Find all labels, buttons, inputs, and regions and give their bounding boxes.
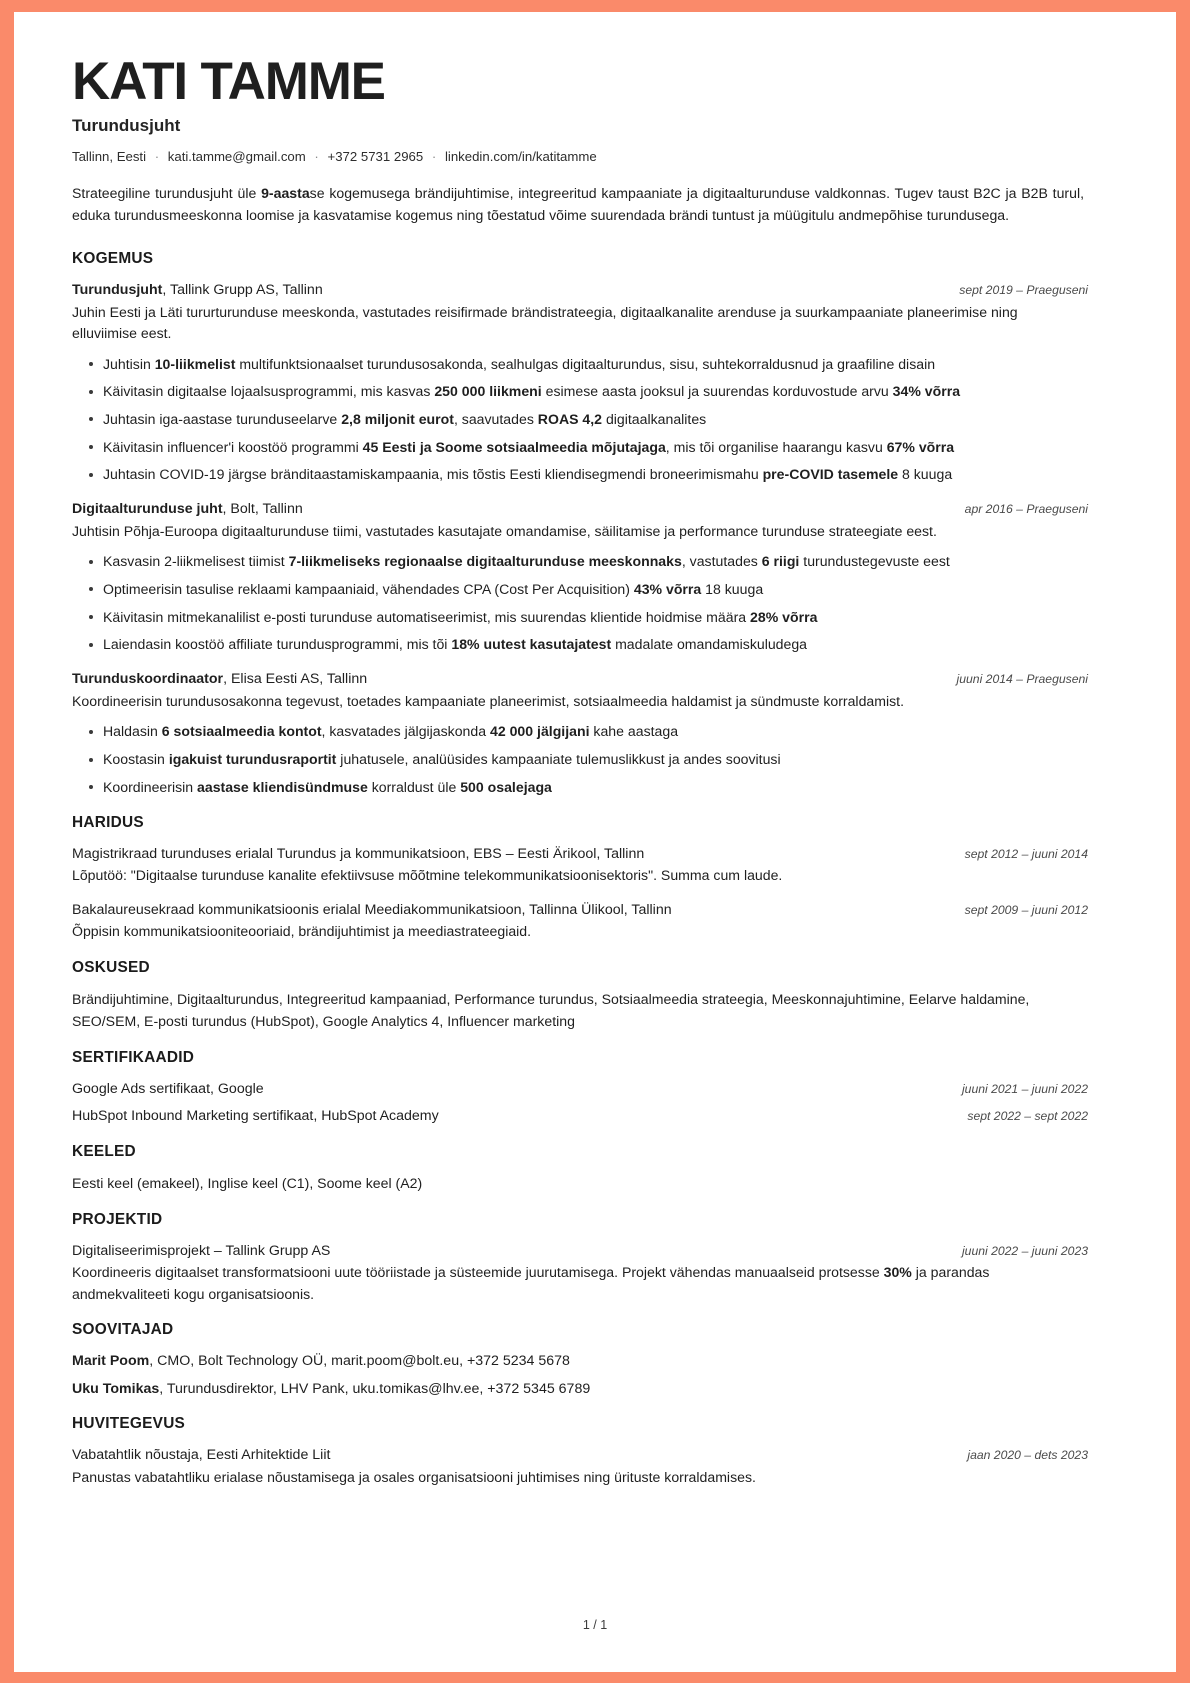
highlight-text: 67% võrra [886,438,955,455]
education-description: Lõputöö: "Digitaalse turunduse kanalite efektiivsuse mõõtmine telekommunikatsioonisektoris". Summa cum laude. [72,867,783,884]
highlight-text: 7-liikmeliseks regionaalse digitaalturunduse meeskonnaks [288,553,682,570]
experience-bullet-list [72,721,1088,797]
list-item [72,354,1088,375]
section-interests [72,1415,1088,1488]
highlight-text: 30% [883,1264,912,1281]
section-title-interests: HUVITEGEVUS [72,1415,186,1433]
list-item [72,579,1088,600]
job-headline: Turundusjuht [72,116,181,136]
interest-description: Panustas vabatahtliku erialase nõustamisega ja osales organisatsiooni juhtimises ning ürituste korraldamises. [72,1468,756,1485]
body-text: Koordineerisin [103,778,198,795]
certificate-entry [72,1079,1088,1100]
section-certificates [72,1049,1088,1127]
highlight-text: 500 osalejaga [460,778,552,795]
body-text: juhatusele, analüüsides kampaaniate tulemuslikkust ja andes soovitusi [336,751,781,768]
section-title-projects: PROJEKTID [72,1210,163,1228]
body-text: multifunktsionaalset turundusosakonda, sealhulgas digitaalturundus, sisu, suhtekorraldusnud ja graafiline disain [235,355,936,372]
reference-name: Uku Tomikas [72,1380,160,1397]
highlight-text: ROAS 4,2 [537,410,603,427]
page-title: KATI TAMME [72,52,385,111]
highlight-text: 34% võrra [892,383,961,400]
contact-line [72,149,1088,164]
references-list [72,1351,1088,1399]
certificate-title: Google Ads sertifikaat, Google [72,1080,264,1097]
body-text: ja parandas andmekvaliteeti kogu organisatsioonis. [72,1264,990,1302]
certificate-title: HubSpot Inbound Marketing sertifikaat, HubSpot Academy [72,1108,439,1125]
body-text: digitaalkanalites [602,410,707,427]
highlight-text: 9-aasta [261,185,310,202]
list-item [72,749,1088,770]
section-title-references: SOOVITAJAD [72,1320,174,1338]
education-description: Õppisin kommunikatsiooniteooriaid, brändijuhtimist ja meediastrateegiaid. [72,923,532,940]
body-text: Haldasin [103,723,162,740]
list-item [72,464,1088,485]
reference-details: , Turundusdirektor, LHV Pank, uku.tomikas@lhv.ee, +372 5345 6789 [159,1380,591,1397]
interest-head [72,1445,1088,1466]
reference-entry [72,1379,1088,1400]
project-entry [72,1241,1088,1305]
contact-separator-icon: · [431,149,437,165]
interest-entry [72,1445,1088,1488]
experience-head [72,499,1088,520]
highlight-text: 6 sotsiaalmeedia kontot [161,723,322,740]
body-text: Kasvasin 2-liikmelisest tiimist [103,553,289,570]
certificate-date: sept 2022 – sept 2022 [967,1109,1088,1124]
list-item [72,634,1088,655]
highlight-text: 42 000 jälgijani [490,723,590,740]
languages-text: Eesti keel (emakeel), Inglise keel (C1), Soome keel (A2) [72,1174,423,1191]
reference-line [72,1379,1088,1400]
experience-org: , Tallink Grupp AS, Tallinn [162,282,323,299]
interests-list [72,1445,1088,1488]
section-skills [72,959,1088,1033]
section-title-education: HARIDUS [72,813,144,831]
body-text: Käivitasin influencer'i koostöö programmi [103,438,363,455]
body-text: Juhtisin [103,355,155,372]
certificates-list [72,1079,1088,1127]
project-date: juuni 2022 – juuni 2023 [961,1243,1088,1258]
education-date: sept 2012 – juuni 2014 [964,846,1088,861]
body-text: madalate omandamiskuludega [611,636,808,653]
highlight-text: aastase kliendisündmuse [197,778,368,795]
contact-location: Tallinn, Eesti [72,149,147,165]
professional-summary [72,183,1084,227]
body-text: 8 kuuga [898,466,953,483]
body-text: se kogemusega brändijuhtimise, integreeritud kampaaniate ja digitaalturunduse valdkonnas. Tugev taust B2C ja B2B turul, eduka turundusmeeskonna loomise ja kasvatamise kogemus ning tõestatud võime suurendada brändi tuntust ja müügitulu andmepõhise turundusega. [72,185,1084,224]
body-text: esimese aasta jooksul ja suurendas korduvostude arvu [541,383,893,400]
experience-title [72,280,323,301]
body-text: 18 kuuga [701,580,764,597]
education-head [72,844,1088,865]
experience-date: apr 2016 – Praeguseni [964,502,1088,517]
highlight-text: 43% võrra [633,580,702,597]
body-text: turundustegevuste eest [799,553,950,570]
list-item [72,721,1088,742]
contact-separator-icon: · [314,149,319,165]
experience-date: juuni 2014 – Praeguseni [956,672,1088,687]
experience-description: Juhin Eesti ja Läti tururturunduse meeskonda, vastutades reisifirmade brändistrateegia, digitaalkanalite arenduse ja suurkampaaniate planeerimise ning elluviimise eest. [72,303,1018,342]
experience-head [72,280,1088,301]
body-text: Käivitasin mitmekanalilist e-posti turunduse automatiseerimist, mis suurendas klientide hoidmise määra [103,608,751,625]
experience-entry [72,499,1088,655]
body-text: Juhtasin iga-aastase turunduseelarve [103,410,342,427]
list-item [72,607,1088,628]
list-item [72,551,1088,572]
certificate-entry [72,1106,1088,1127]
experience-role: Turunduskoordinaator [72,671,224,688]
body-text: Optimeerisin tasulise reklaami kampaaniaid, vähendades CPA (Cost Per Acquisition) [103,580,634,597]
body-text: Juhtasin COVID-19 järgse bränditaastamiskampaania, mis tõstis Eesti kliendisegmendi broneerimismahu [103,466,763,483]
education-title: Bakalaureusekraad kommunikatsioonis erialal Meediakommunikatsioon, Tallinna Ülikool, Tallinn [72,901,672,918]
body-text: korraldust üle [367,778,461,795]
page-footer [14,1618,1176,1632]
experience-bullet-list [72,551,1088,655]
experience-description: Koordineerisin turundusosakonna tegevust, toetades kampaaniate planeerimist, sotsiaalmeedia haldamist ja sündmuste korraldamist. [72,692,904,709]
education-date: sept 2009 – juuni 2012 [964,902,1088,917]
section-title-certificates: SERTIFIKAADID [72,1048,195,1066]
body-text: kahe aastaga [589,723,679,740]
highlight-text: pre-COVID tasemele [762,466,899,483]
list-item [72,381,1088,402]
highlight-text: 10-liikmelist [154,355,236,372]
section-projects [72,1211,1088,1305]
interest-date: jaan 2020 – dets 2023 [967,1448,1088,1463]
contact-separator-icon: · [154,149,160,165]
project-title: Digitaliseerimisprojekt – Tallink Grupp AS [72,1242,331,1259]
list-item [72,777,1088,798]
reference-line [72,1351,1088,1372]
body-text: , vastutades [681,553,762,570]
highlight-text: 6 riigi [761,553,800,570]
reference-name: Marit Poom [72,1352,150,1369]
contact-email[interactable]: kati.tamme@gmail.com [167,149,306,165]
projects-list [72,1241,1088,1305]
education-head [72,900,1088,921]
highlight-text: 250 000 liikmeni [434,383,542,400]
section-experience [72,250,1088,798]
list-item [72,409,1088,430]
experience-title [72,499,303,520]
education-title: Magistrikraad turunduses erialal Turundus ja kommunikatsioon, EBS – Eesti Ärikool, Tallinn [72,845,645,862]
reference-entry [72,1351,1088,1372]
section-references [72,1321,1088,1399]
experience-bullet-list [72,354,1088,486]
body-text: , mis tõi organilise haarangu kasvu [665,438,887,455]
section-education [72,814,1088,943]
experience-org: , Bolt, Tallinn [222,501,303,518]
reference-details: , CMO, Bolt Technology OÜ, marit.poom@bolt.eu, +372 5234 5678 [149,1352,570,1369]
interest-title: Vabatahtlik nõustaja, Eesti Arhitektide Liit [72,1447,331,1464]
experience-list [72,280,1088,798]
resume-page [14,12,1176,1672]
contact-phone[interactable]: +372 5731 2965 [327,149,424,165]
list-item [72,437,1088,458]
experience-org: , Elisa Eesti AS, Tallinn [223,671,368,688]
resume-header [72,54,1088,227]
body-text: Käivitasin digitaalse lojaalsusprogrammi, mis kasvas [103,383,435,400]
certificate-row [72,1106,1088,1127]
section-title-skills: OSKUSED [72,958,150,976]
education-entry [72,900,1088,943]
experience-role: Turundusjuht [72,282,163,299]
project-head [72,1241,1088,1262]
experience-description: Juhtisin Põhja-Euroopa digitaalturunduse tiimi, vastutades kasutajate omandamise, säilitamise ja performance turunduse strateegiate eest. [72,522,937,539]
highlight-text: 45 Eesti ja Soome sotsiaalmeedia mõjutajaga [362,438,666,455]
section-title-languages: KEELED [72,1142,136,1160]
experience-head [72,669,1088,690]
experience-title [72,669,367,690]
experience-entry [72,669,1088,797]
body-text: Laiendasin koostöö affiliate turundusprogrammi, mis tõi [103,636,452,653]
certificate-row [72,1079,1088,1100]
highlight-text: 2,8 miljonit eurot [341,410,454,427]
certificate-date: juuni 2021 – juuni 2022 [961,1081,1088,1096]
experience-date: sept 2019 – Praeguseni [959,283,1088,298]
education-list [72,844,1088,943]
project-description [72,1262,1084,1305]
highlight-text: 28% võrra [750,608,818,625]
contact-linkedin[interactable]: linkedin.com/in/katitamme [444,149,597,165]
body-text: Strateegiline turundusjuht üle [72,185,262,202]
experience-entry [72,280,1088,485]
body-text: Koostasin [103,751,169,768]
page-indicator: 1 / 1 [582,1618,608,1632]
experience-role: Digitaalturunduse juht [72,501,223,518]
education-entry [72,844,1088,887]
body-text: Koordineeris digitaalset transformatsiooni uute tööriistade ja süsteemide juurutamisega. Projekt vähendas manuaalseid protsesse [72,1264,884,1281]
skills-text: Brändijuhtimine, Digitaalturundus, Integreeritud kampaaniad, Performance turundus, Sotsiaalmeedia strateegia, Meeskonnajuhtimine, Eelarve haldamine, SEO/SEM, E-posti turundus (HubSpot), Google Analytics 4, Influencer marketing [72,990,1030,1029]
section-title-experience: KOGEMUS [72,250,154,268]
body-text: , saavutades [453,410,538,427]
highlight-text: 18% uutest kasutajatest [451,636,612,653]
highlight-text: igakuist turundusraportit [168,751,337,768]
section-languages [72,1143,1088,1195]
body-text: , kasvatades jälgijaskonda [321,723,490,740]
